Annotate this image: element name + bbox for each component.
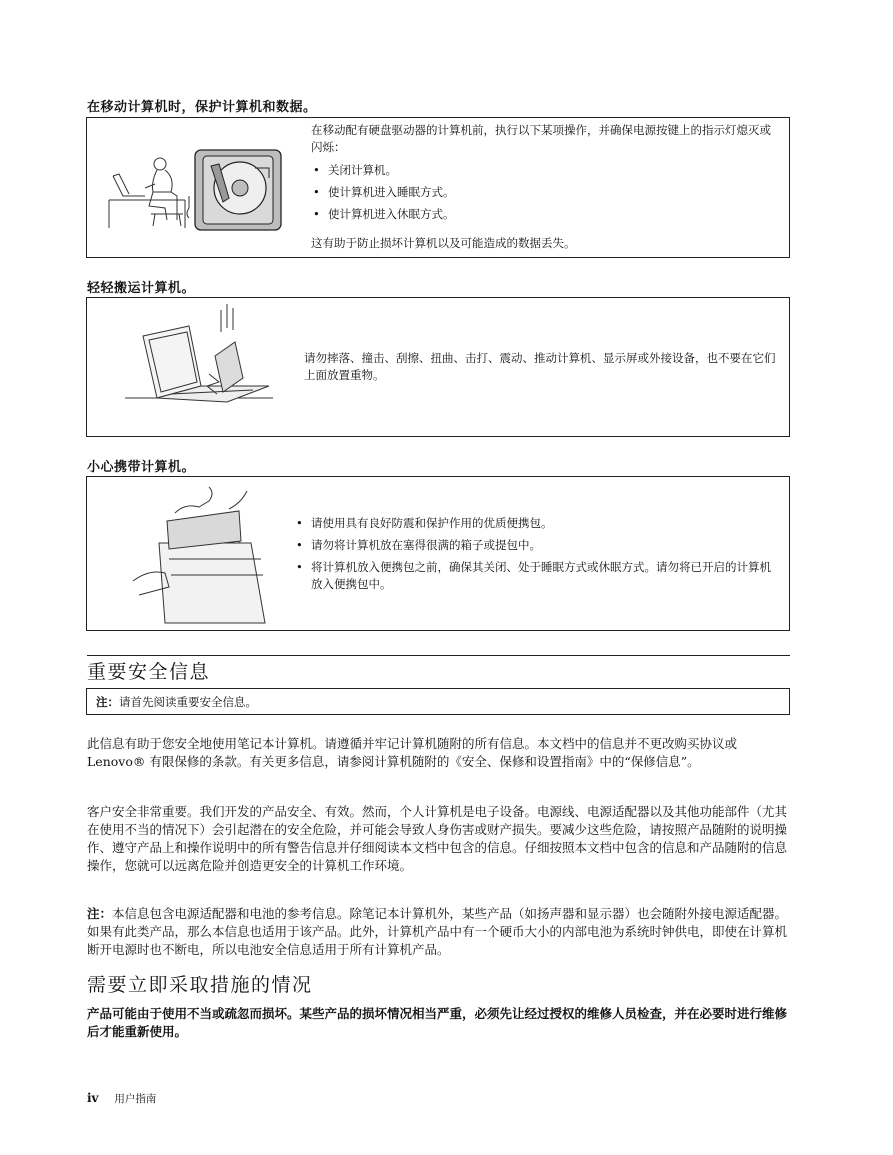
safety-paragraph-2: 客户安全非常重要。我们开发的产品安全、有效。然而，个人计算机是电子设备。电源线、电源适配器以及其他功能部件（尤其在使用不当的情况下）会引起潜在的安全危险，并可能会导致人身伤害或财产损失。要减少这些危险，请按照产品随附的说明操作、遵守产品上和操作说明中的所有警告信息并仔细阅读本文档中包含的信息。仔细按照本文档中包含的信息和产品随附的信息操作，您就可以远离危险并创造更安全的计算机工作环境。 [87, 804, 788, 873]
bullet-icon: • [296, 538, 303, 552]
protect-data-list [311, 162, 781, 223]
section-caption-protect-data: 在移动计算机时，保护计算机和数据。 [87, 100, 317, 115]
list-item: • 请勿将计算机放在塞得很满的箱子或提包中。 [296, 538, 541, 552]
handle-gently-box [86, 297, 790, 437]
carry-carefully-text [294, 515, 782, 593]
carry-carefully-list [294, 515, 782, 593]
carry-carefully-box [86, 476, 790, 631]
list-item: • 请使用具有良好防震和保护作用的优质便携包。 [296, 516, 553, 530]
illustration-computer-hard-drive [105, 148, 285, 233]
bullet-icon: • [296, 560, 303, 574]
note-label: 注： [96, 695, 119, 709]
list-item: • 将计算机放入便携包之前，确保其关闭、处于睡眠方式或休眠方式。请勿将已开启的计算机放入便携包中。 [296, 560, 771, 591]
protect-data-intro: 在移动配有硬盘驱动器的计算机前，执行以下某项操作，并确保电源按键上的指示灯熄灭或闪烁： [311, 123, 771, 154]
immediate-heading: 需要立即采取措施的情况 [87, 974, 313, 996]
safety-note-box [86, 688, 790, 715]
safety-note [96, 694, 257, 710]
bullet-icon: • [296, 516, 303, 530]
section-divider [87, 655, 790, 656]
list-item: • 关闭计算机。 [313, 163, 397, 177]
illustration-laptop-bag [129, 483, 299, 628]
handle-gently-text: 请勿摔落、撞击、刮擦、扭曲、击打、震动、推动计算机、显示屏或外接设备，也不要在它们上面放置重物。 [304, 351, 776, 382]
bullet-icon: • [313, 163, 320, 177]
list-item: • 使计算机进入休眠方式。 [313, 207, 455, 221]
safety-heading: 重要安全信息 [87, 661, 211, 683]
immediate-text: 产品可能由于使用不当或疏忽而损坏。某些产品的损坏情况相当严重，必须先让经过授权的维修人员检查，并在必要时进行维修后才能重新使用。 [87, 1006, 788, 1039]
safety-paragraph-1: 此信息有助于您安全地使用笔记本计算机。请遵循并牢记计算机随附的所有信息。本文档中的信息并不更改购买协议或 Lenovo® 有限保修的条款。有关更多信息，请参阅计算机随附的《安全、保修和设置指南》中的“保修信息”。 [87, 736, 738, 769]
protect-data-text [311, 122, 781, 252]
protect-data-outro: 这有助于防止损坏计算机以及可能造成的数据丢失。 [311, 236, 576, 250]
illustration-laptop-impact [123, 302, 283, 410]
note-label: 注： [87, 906, 113, 921]
protect-data-box [86, 117, 790, 258]
footer-title: 用户指南 [114, 1093, 157, 1105]
note-text: 本信息包含电源适配器和电池的参考信息。除笔记本计算机外，某些产品（如扬声器和显示器）也会随附外接电源适配器。如果有此类产品，那么本信息也适用于该产品。此外，计算机产品中有一个硬币大小的内部电池为系统时钟供电，即使在计算机断开电源时也不断电，所以电池安全信息适用于所有计算机产品。 [87, 906, 788, 957]
safety-note-2 [87, 905, 790, 959]
list-item: • 使计算机进入睡眠方式。 [313, 185, 455, 199]
note-text: 请首先阅读重要安全信息。 [119, 695, 257, 709]
section-caption-handle-gently: 轻轻搬运计算机。 [87, 281, 196, 296]
section-caption-carry-carefully: 小心携带计算机。 [87, 460, 196, 475]
bullet-icon: • [313, 185, 320, 199]
page-number: iv [87, 1091, 99, 1105]
bullet-icon: • [313, 207, 320, 221]
page-footer [87, 1091, 156, 1106]
